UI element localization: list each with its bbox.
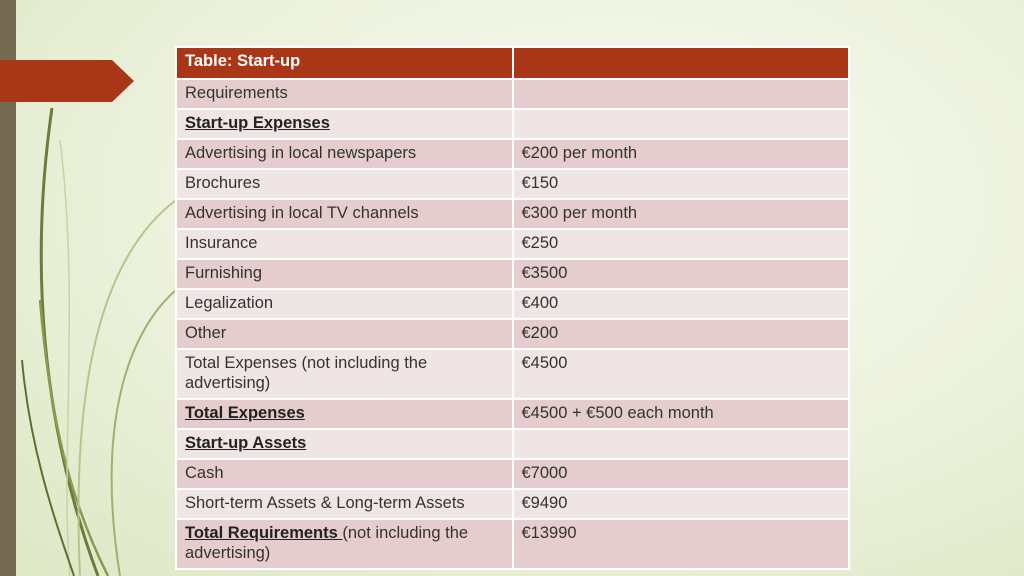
row-label: Furnishing [176, 259, 513, 289]
table-row [176, 199, 849, 229]
table-row [176, 289, 849, 319]
table-row [176, 319, 849, 349]
row-label: Advertising in local TV channels [176, 199, 513, 229]
table-row [176, 489, 849, 519]
section-label-text: Start-up Assets [185, 434, 307, 452]
row-label: Advertising in local newspapers [176, 139, 513, 169]
row-value: €400 [513, 289, 850, 319]
total-requirements-bold: Total Requirements [185, 524, 343, 542]
table-header-row [176, 47, 849, 79]
table-title: Table: Start-up [176, 47, 513, 79]
section-label [176, 109, 513, 139]
row-value: €300 per month [513, 199, 850, 229]
row-label: Short-term Assets & Long-term Assets [176, 489, 513, 519]
row-label: Legalization [176, 289, 513, 319]
total-label [176, 399, 513, 429]
row-value: €13990 [513, 519, 850, 569]
table-row [176, 109, 849, 139]
section-label [176, 429, 513, 459]
row-label: Requirements [176, 79, 513, 109]
row-label: Other [176, 319, 513, 349]
row-value: €3500 [513, 259, 850, 289]
row-value: €4500 + €500 each month [513, 399, 850, 429]
table-header-empty [513, 47, 850, 79]
table-row [176, 349, 849, 399]
row-value [513, 109, 850, 139]
table-row [176, 229, 849, 259]
row-value: €9490 [513, 489, 850, 519]
total-requirements-note: (not including the advertising) [185, 524, 469, 562]
table-row [176, 169, 849, 199]
table-row [176, 459, 849, 489]
row-value: €4500 [513, 349, 850, 399]
startup-table [175, 46, 850, 570]
row-value: €200 per month [513, 139, 850, 169]
table-row [176, 259, 849, 289]
table-row [176, 139, 849, 169]
row-label: Brochures [176, 169, 513, 199]
row-value [513, 429, 850, 459]
section-label-text: Start-up Expenses [185, 114, 330, 132]
arrow-tab-decor [0, 60, 134, 102]
row-label: Cash [176, 459, 513, 489]
row-value: €7000 [513, 459, 850, 489]
total-requirements-label [176, 519, 513, 569]
row-value: €200 [513, 319, 850, 349]
table-row [176, 519, 849, 569]
table-row [176, 399, 849, 429]
row-value [513, 79, 850, 109]
total-label-text: Total Expenses [185, 404, 305, 422]
table-row [176, 429, 849, 459]
table-row [176, 79, 849, 109]
row-value: €150 [513, 169, 850, 199]
row-value: €250 [513, 229, 850, 259]
row-label: Insurance [176, 229, 513, 259]
row-label: Total Expenses (not including the advertising) [176, 349, 513, 399]
